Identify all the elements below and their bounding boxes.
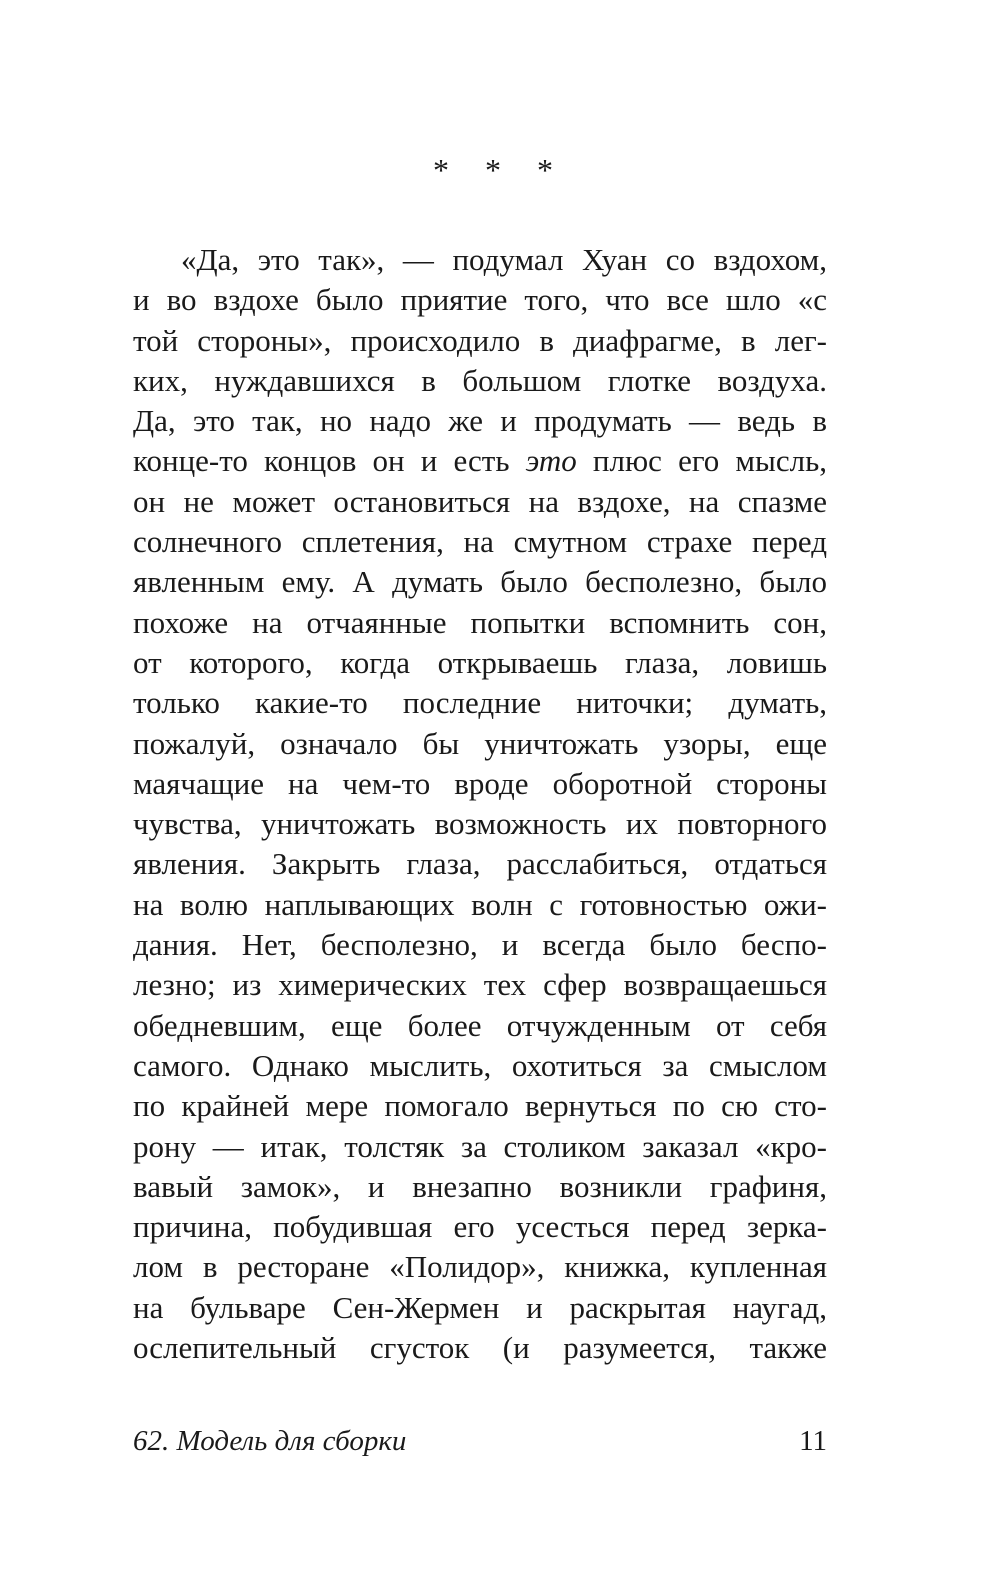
text-line: чувства, уничтожать возможность их повторного <box>133 806 827 842</box>
running-title: 62. Модель для сборки <box>133 1425 407 1457</box>
text-line: Да, это так, но надо же и продумать — ведь в <box>133 403 827 439</box>
body-text <box>133 240 827 1368</box>
text-line: рону — итак, толстяк за столиком заказал «кро- <box>133 1128 827 1164</box>
text-line: обедневшим, еще более отчужденным от себя <box>133 1007 827 1043</box>
text-line: похоже на отчаянные попытки вспомнить сон, <box>133 604 827 640</box>
text-line: явленным ему. А думать было бесполезно, было <box>133 564 827 600</box>
text-line: дания. Нет, бесполезно, и всегда было беспо- <box>133 927 827 963</box>
text-line: только какие-то последние ниточки; думать, <box>133 685 827 721</box>
text-line: на бульваре Сен-Жермен и раскрытая наугад, <box>133 1289 827 1325</box>
text-line: той стороны», происходило в диафрагме, в лег- <box>133 322 827 358</box>
text-line: самого. Однако мыслить, охотиться за смыслом <box>133 1047 827 1083</box>
text-line: от которого, когда открываешь глаза, ловишь <box>133 644 827 680</box>
text-line: ослепительный сгусток (и разумеется, также <box>133 1330 827 1366</box>
text-line: причина, побудившая его усесться перед зерка- <box>133 1209 827 1245</box>
text-line: маячащие на чем-то вроде оборотной стороны <box>133 765 827 801</box>
text-line: и во вздохе было приятие того, что все шло «с <box>133 282 827 318</box>
page-footer <box>133 1423 827 1459</box>
text-line: он не может остановиться на вздохе, на спазме <box>133 483 827 519</box>
text-line: вавый замок», и внезапно возникли графиня, <box>133 1168 827 1204</box>
text-segment: конце-то концов он и есть <box>133 443 526 479</box>
italic-word: это <box>525 443 577 479</box>
text-line: пожалуй, означало бы уничтожать узоры, еще <box>133 725 827 761</box>
page-number: 11 <box>799 1425 827 1457</box>
text-line: по крайней мере помогало вернуться по сю сто- <box>133 1088 827 1124</box>
text-line: на волю наплывающих волн с готовностью ожи- <box>133 886 827 922</box>
section-separator: * * * <box>433 152 567 188</box>
text-line: солнечного сплетения, на смутном страхе перед <box>133 524 827 560</box>
text-line: ких, нуждавшихся в большом глотке воздуха. <box>133 362 827 398</box>
text-segment: плюс его мысль, <box>576 443 827 479</box>
text-line: явления. Закрыть глаза, расслабиться, отдаться <box>133 846 827 882</box>
text-line: лом в ресторане «Полидор», книжка, купленная <box>133 1249 827 1285</box>
text-line <box>133 441 827 481</box>
text-line: лезно; из химерических тех сфер возвращаешься <box>133 967 827 1003</box>
text-line: «Да, это так», — подумал Хуан со вздохом, <box>181 242 827 277</box>
